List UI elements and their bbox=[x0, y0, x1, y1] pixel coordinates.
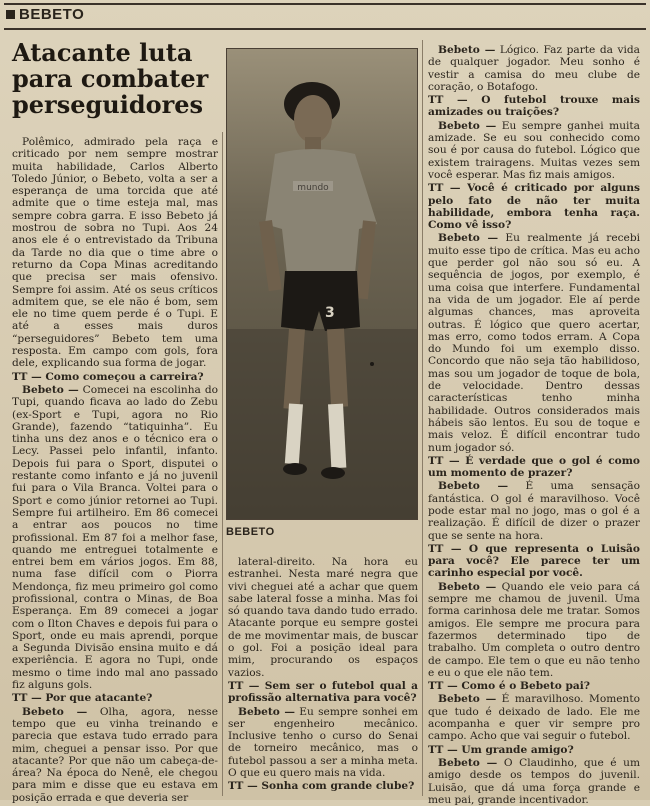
interview-question: TT — Você é criticado por alguns pelo fato de não ter muita habilidade, embora tenha raça. Como vê isso? bbox=[428, 182, 640, 232]
answer-text: O Claudinho, que é um amigo desde os tempos do juvenil. Luisão, que dá uma força grande e meu pai, grande incentivador. bbox=[428, 756, 640, 806]
article-paragraph: lateral-direito. Na hora eu estranhei. Nesta maré negra que vivi cheguei até a achar que quem sabe lateral fosse a minha. Mas foi só quando tava dando tudo errado. Atacante porque eu sempre gostei de me movimentar mais, de buscar o gol. Foi a posição ideal para mim, procurando os espaços vazios. bbox=[228, 556, 418, 679]
answer-text: É maravilhoso. Momento que tudo é deixado de lado. Ele me acompanha e quer vir sempre pro campo. Acho que vai seguir o futebol. bbox=[428, 693, 640, 743]
speaker-label: Bebeto — bbox=[22, 705, 88, 718]
answer-text: Eu realmente já recebi muito esse tipo de crítica. Mas eu acho que perder gol não sou só eu. A sequência de jogos, por exemplo, é uma coisa que interfere. Fundamental na vida de um jogador. Ele aí perde algumas chances, mas aproveita outras. É lógico que quero acertar, mas erro, como todos erram. A Copa do Mundo foi um exemplo disso. Concordo que não seja tão habilidoso, mas sou um jogador de toque de bola, de velocidade. Dentro dessas características tenho minha habilidade. Outros considerados mais hábeis são lentos. Eu sou de toque e mais veloz. É difícil encontrar tudo num jogador só. bbox=[428, 232, 640, 454]
interview-question: TT — Sem ser o futebol qual a profissão alternativa para você? bbox=[228, 679, 418, 705]
interview-question: TT — Como é o Bebeto pai? bbox=[428, 680, 590, 693]
player-shirt-text: mundo bbox=[297, 183, 329, 193]
interview-answer bbox=[428, 581, 640, 679]
player-photo-image bbox=[227, 49, 417, 519]
interview-question: TT — Por que atacante? bbox=[12, 692, 153, 705]
article-paragraph: Polêmico, admirado pela raça e criticado por nem sempre mostrar muita habilidade, Carlos Alberto Toledo Júnior, o Bebeto, volta a ser a esperança de uma torcida que até admite que o time esteja mal, mas sempre cobra garra. E isso Bebeto já mostrou de sobra no Tupi. Aos 24 anos ele é o entrevistado da Tribuna da Tarde no dia que o time abre o returno da Copa Minas acreditando que precisa ser mais ofensivo. Sempre foi assim. Até os seus críticos admitem que, se ele não é bom, sem ele no time quem perde é o Tupi. E até a esses mais duros “perseguidores” Bebeto tem uma resposta. Em campo com gols, fora dele, explicando sua forma de jogar. bbox=[12, 136, 218, 370]
speaker-label: Bebeto — bbox=[438, 756, 498, 769]
interview-question: TT — Como começou a carreira? bbox=[12, 370, 204, 383]
column-1 bbox=[12, 136, 218, 804]
answer-text: Quando ele veio para cá sempre me chamou de juvenil. Uma forma carinhosa dele me tratar. Somos amigos. Ele sempre me procura para fazermos determinado tipo de trabalho. Um completa o outro dentro de campo. Ele tem o que eu não tenho e eu o que ele não tem. bbox=[428, 580, 640, 679]
speaker-label: Bebeto — bbox=[438, 44, 496, 56]
article-headline: Atacante luta para combater perseguidores bbox=[12, 38, 209, 119]
section-title: BEBETO bbox=[19, 6, 85, 23]
interview-answer bbox=[428, 44, 640, 93]
interview-question: TT — É verdade que o gol é como um momento de prazer? bbox=[428, 454, 640, 480]
column-2 bbox=[228, 556, 418, 796]
interview-answer bbox=[428, 757, 640, 806]
interview-question: TT — Sonha com grande clube? bbox=[228, 780, 415, 793]
interview-answer bbox=[228, 706, 418, 780]
answer-text: É uma sensação fantástica. O gol é maravilhoso. Você pode estar mal no jogo, mas o gol é a realização. É difícil de dizer o prazer que se sente na hora. bbox=[428, 480, 640, 542]
interview-answer bbox=[428, 232, 640, 453]
photo-caption: BEBETO bbox=[226, 526, 275, 538]
header-rule bbox=[4, 28, 646, 30]
top-rule bbox=[4, 3, 646, 5]
column-divider-1 bbox=[222, 132, 223, 796]
answer-text: Comecei na escolinha do Tupi, quando ficava ao lado do Zebu (ex-Sport e Tupi, agora no Rio Grande), fazendo “tatiquinha”. Eu tinha uns dez anos e o técnico era o Lecy. Passei pelo infantil, infanto. Depois fui para o Sport, disputei o restante como infanto e já no juvenil fui para o Vila Branca. Voltei para o Sport e como júnior retornei ao Tupi. Sempre fui artilheiro. Em 86 comecei a entrar aos poucos no time profissional. Em 87 foi a melhor fase, quando me entreguei totalmente e entrei bem em vários jogos. Em 88, numa fase difícil com o Piorra Mendonça, fiz meu primeiro gol como profissional, contra o Minas, de Boa Esperança. Em 89 comecei a jogar com o Ilton Chaves e depois fui para o Sport, onde eu mais aprendi, porque a Segunda Divisão ensina muito e dá experiência. E agora no Tupi, onde mesmo o time indo mal ano passado fiz alguns gols. bbox=[12, 383, 218, 692]
section-bullet-icon bbox=[6, 10, 15, 19]
speaker-label: Bebeto — bbox=[438, 480, 509, 493]
player-shorts-number: 3 bbox=[325, 305, 335, 321]
speaker-label: Bebeto — bbox=[438, 580, 497, 593]
interview-answer bbox=[428, 120, 640, 181]
speaker-label: Bebeto — bbox=[238, 705, 295, 718]
column-3 bbox=[428, 44, 640, 806]
speaker-label: Bebeto — bbox=[438, 693, 497, 706]
speaker-label: Bebeto — bbox=[438, 119, 497, 132]
answer-text: Lógico. Faz parte da vida de qualquer jogador. Meu sonho é vestir a camisa do meu clube de coração, o Botafogo. bbox=[428, 44, 640, 93]
section-header bbox=[6, 6, 84, 23]
speaker-label: Bebeto — bbox=[22, 383, 79, 396]
answer-text: Olha, agora, nesse tempo que eu vinha treinando e parecia que estava tudo errado para mim, cheguei a pensar isso. Por que atacante? Por que não um cabeça-de-área? Na época do Nenê, ele chegou para mim e disse que eu estava em posição errada e que deveria ser bbox=[12, 705, 218, 804]
interview-question: TT — O futebol trouxe mais amizades ou traições? bbox=[428, 94, 640, 119]
answer-text: Eu sempre ganhei muita amizade. Se eu sou conhecido como sou é por causa do futebol. Lógico que existem trairagens. Muitas vezes sem você esperar. Mas fiz mais amigos. bbox=[428, 119, 640, 181]
interview-answer bbox=[12, 384, 218, 691]
interview-answer bbox=[12, 706, 218, 804]
interview-question: TT — O que representa o Luisão para você? Ele parece ter um carinho especial por você. bbox=[428, 542, 640, 580]
column-divider-2 bbox=[422, 40, 423, 796]
interview-answer bbox=[428, 480, 640, 541]
speaker-label: Bebeto — bbox=[438, 232, 499, 245]
answer-text: Eu sempre sonhei em ser engenheiro mecânico. Inclusive tenho o curso do Senai de torneiro mecânico, mas o futebol passou a ser a minha meta. O que eu quero mais na vida. bbox=[228, 705, 418, 780]
interview-question: TT — Um grande amigo? bbox=[428, 743, 574, 756]
interview-answer bbox=[428, 693, 640, 742]
player-photo bbox=[226, 48, 418, 520]
